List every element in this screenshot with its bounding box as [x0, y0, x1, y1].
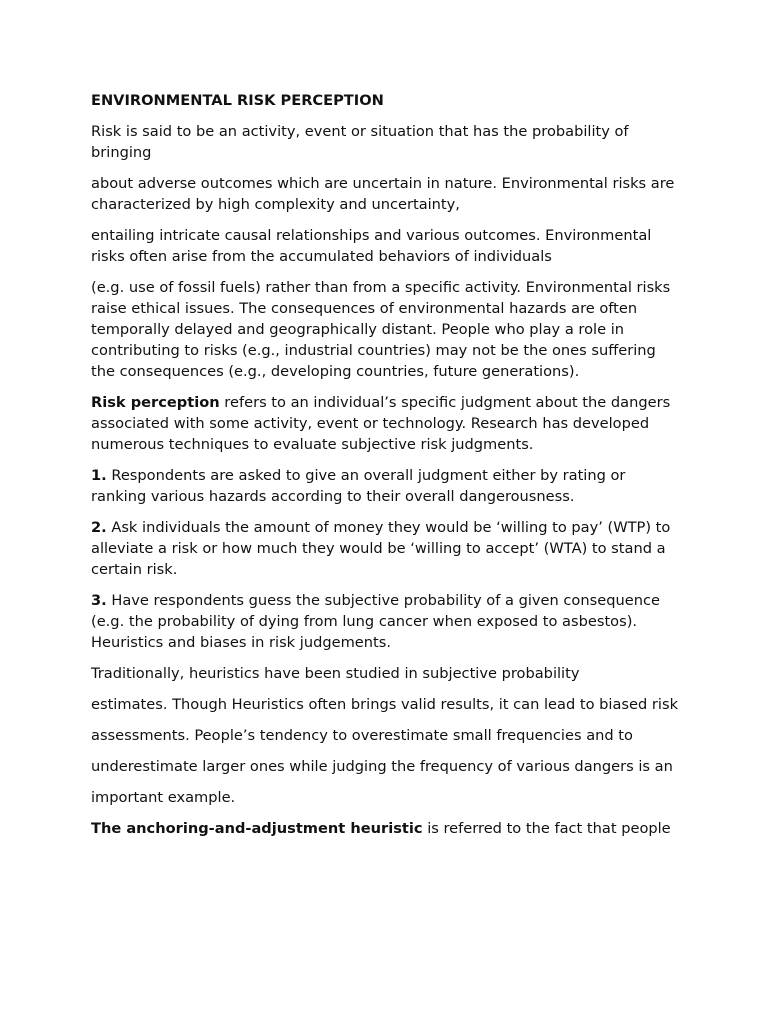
paragraph [91, 725, 681, 746]
paragraph [91, 517, 681, 580]
document-title: ENVIRONMENTAL RISK PERCEPTION [91, 92, 384, 109]
paragraph-lead: Risk perception [91, 394, 220, 411]
paragraph-lead: 1. [91, 467, 107, 484]
paragraph [91, 277, 681, 382]
paragraph [91, 225, 681, 267]
paragraph-text: Risk is said to be an activity, event or situation that has the probability of bringing [91, 123, 629, 161]
paragraph-text: Have respondents guess the subjective probability of a given consequence (e.g. the probability of dying from lung cancer when exposed to asbestos). Heuristics and biases in risk judgements. [91, 592, 660, 651]
paragraph [91, 121, 681, 163]
document-page [91, 90, 681, 849]
paragraph-text: assessments. People’s tendency to overestimate small frequencies and to [91, 727, 633, 744]
paragraph-text: important example. [91, 789, 236, 806]
paragraph-text: Ask individuals the amount of money they would be ‘willing to pay’ (WTP) to alleviate a risk or how much they would be ‘willing to accept’ (WTA) to stand a certain risk. [91, 519, 671, 578]
paragraph-text: entailing intricate causal relationships and various outcomes. Environmental risks often arise from the accumulated behaviors of individuals [91, 227, 652, 265]
paragraph-text: estimates. Though Heuristics often brings valid results, it can lead to biased risk [91, 696, 679, 713]
paragraph-text: refers to an individual’s specific judgment about the dangers associated with some activity, event or technology. Research has developed numerous techniques to evaluate subjective risk judgments. [91, 394, 671, 453]
paragraph-text: is referred to the fact that people [422, 820, 671, 837]
paragraph-lead: The anchoring-and-adjustment heuristic [91, 820, 423, 837]
paragraph [91, 392, 681, 455]
paragraph [91, 756, 681, 777]
paragraph [91, 465, 681, 507]
paragraph [91, 590, 681, 653]
paragraph-text: about adverse outcomes which are uncertain in nature. Environmental risks are characterized by high complexity and uncertainty, [91, 175, 675, 213]
paragraph-text: Traditionally, heuristics have been studied in subjective probability [91, 665, 580, 682]
paragraph [91, 787, 681, 808]
paragraph [91, 694, 681, 715]
paragraph-lead: 3. [91, 592, 107, 609]
paragraph [91, 818, 681, 839]
paragraph-text: underestimate larger ones while judging the frequency of various dangers is an [91, 758, 673, 775]
paragraph-text: (e.g. use of fossil fuels) rather than from a specific activity. Environmental risks raise ethical issues. The consequences of environmental hazards are often temporally delayed and geographically distant. People who play a role in contributing to risks (e.g., industrial countries) may not be the ones suffering the consequences (e.g., developing countries, future generations). [91, 279, 671, 380]
paragraph-text: Respondents are asked to give an overall judgment either by rating or ranking various hazards according to their overall dangerousness. [91, 467, 626, 505]
paragraph [91, 173, 681, 215]
paragraph [91, 663, 681, 684]
paragraph-lead: 2. [91, 519, 107, 536]
